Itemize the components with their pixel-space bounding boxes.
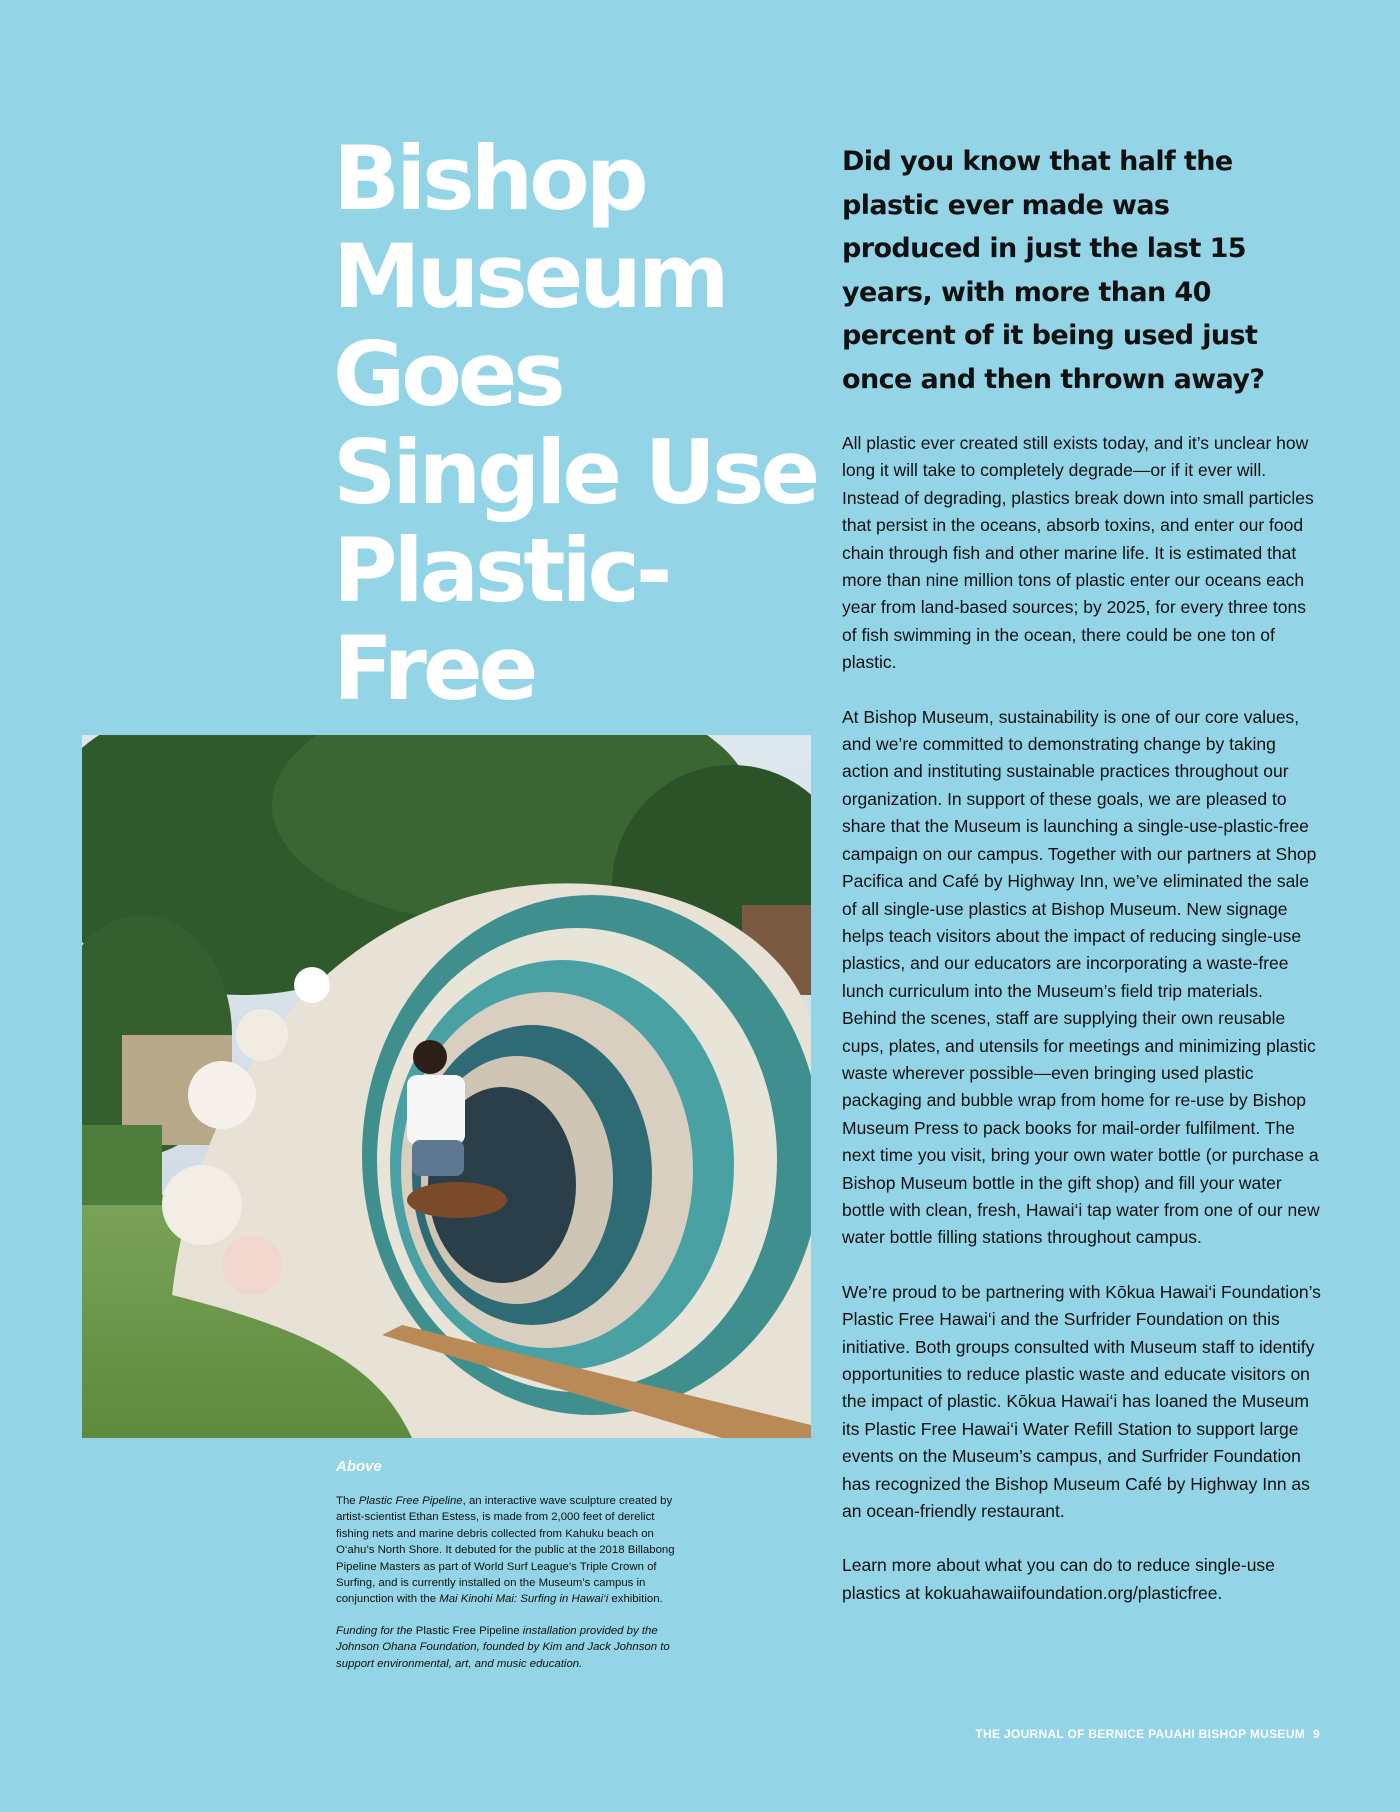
caption-italic: Funding for the bbox=[336, 1624, 416, 1637]
body-paragraph: All plastic ever created still exists today, and it’s unclear how long it will take to completely degrade—or if it ever will. Instead of degrading, plastics break down into small particles that persist in the oceans, absorb toxins, and enter our food chain through fish and other marine life. It is estimated that more than nine million tons of plastic enter our oceans each year from land-based sources; by 2025, for every three tons of fish swimming in the ocean, there could be one ton of plastic. bbox=[842, 433, 1314, 673]
title-line: Plastic- bbox=[333, 519, 669, 622]
caption-credit bbox=[336, 1623, 688, 1672]
photo-caption bbox=[336, 1493, 688, 1687]
title-line: Bishop bbox=[333, 127, 645, 230]
title-line: Museum bbox=[333, 225, 726, 328]
page-footer bbox=[975, 1727, 1320, 1741]
body-paragraph: At Bishop Museum, sustainability is one of our core values, and we’re committed to demonstrating change by taking action and instituting sustainable practices throughout our organization. In support of these goals, we are pleased to share that the Museum is launching a single-use-plastic-free campaign on our campus. Together with our partners at Shop Pacifica and Café by Highway Inn, we’ve eliminated the sale of all single-use plastics at Bishop Museum. New signage helps teach visitors about the impact of reducing single-use plastics, and our educators are incorporating a waste-free lunch curriculum into the Museum’s field trip materials. Behind the scenes, staff are supplying their own reusable cups, plates, and utensils for meetings and minimizing plastic waste wherever possible—even bringing used plastic packaging and bubble wrap from home for re-use by Bishop Museum Press to pack books for mail-order fulfilment. The next time you visit, bring your own water bottle (or purchase a Bishop Museum bottle in the gift shop) and fill your water bottle with clean, fresh, Hawai‘i tap water from one of our new water bottle filling stations throughout campus. bbox=[842, 706, 1320, 1248]
caption-italic: Mai Kinohi Mai: Surfing in Hawai‘i bbox=[439, 1593, 609, 1606]
body-paragraph: We’re proud to be partnering with Kōkua Hawai‘i Foundation’s Plastic Free Hawai‘i and the Surfrider Foundation on this initiative. Both groups consulted with Museum staff to identify opportunities to reduce plastic waste and educate visitors on the impact of plastic. Kōkua Hawai‘i has loaned the Museum its Plastic Free Hawai‘i Water Refill Station to support large events on the Museum’s campus, and Surfrider Foundation has recognized the Bishop Museum Café by Highway Inn as an ocean-friendly restaurant. bbox=[842, 1281, 1321, 1522]
caption-italic: Plastic Free Pipeline bbox=[358, 1495, 463, 1507]
caption-italic: installation provided by the Johnson Ohana Foundation, founded by Kim and Jack Johnson to support environmental, art, and music education. bbox=[336, 1624, 670, 1670]
article-title bbox=[333, 127, 853, 720]
body-paragraph: Learn more about what you can do to reduce single-use plastics at kokuahawaiifoundation.org/plasticfree. bbox=[842, 1555, 1275, 1603]
caption-text: The bbox=[336, 1495, 359, 1507]
journal-name: THE JOURNAL OF BERNICE PAUAHI BISHOP MUSEUM bbox=[975, 1727, 1306, 1741]
page-number: 9 bbox=[1313, 1727, 1320, 1741]
lede-question: Did you know that half the plastic ever made was produced in just the last 15 years, with more than 40 percent of it being used just once and then thrown away? bbox=[842, 146, 1265, 395]
wave-sculpture-photo bbox=[82, 735, 811, 1438]
caption-paragraph bbox=[336, 1493, 688, 1608]
title-line: Free bbox=[333, 617, 535, 720]
caption-text: exhibition. bbox=[608, 1593, 663, 1606]
caption-text: , an interactive wave sculpture created by artist-scientist Ethan Estess, is made from 2,000 feet of derelict fishing nets and marine debris collected from Kahuku beach on O‘ahu’s North Shore. It debuted for the public at the 2018 Billabong Pipeline Masters as part of World Surf League’s Triple Crown of Surfing, and is currently installed on the Museum’s campus in conjunction with the bbox=[336, 1495, 675, 1606]
title-line: Single Use bbox=[333, 421, 817, 524]
caption-text: Plastic Free Pipeline bbox=[415, 1624, 520, 1637]
title-line: Goes bbox=[333, 323, 562, 426]
body-text bbox=[842, 430, 1322, 1634]
caption-heading: Above bbox=[336, 1458, 382, 1475]
